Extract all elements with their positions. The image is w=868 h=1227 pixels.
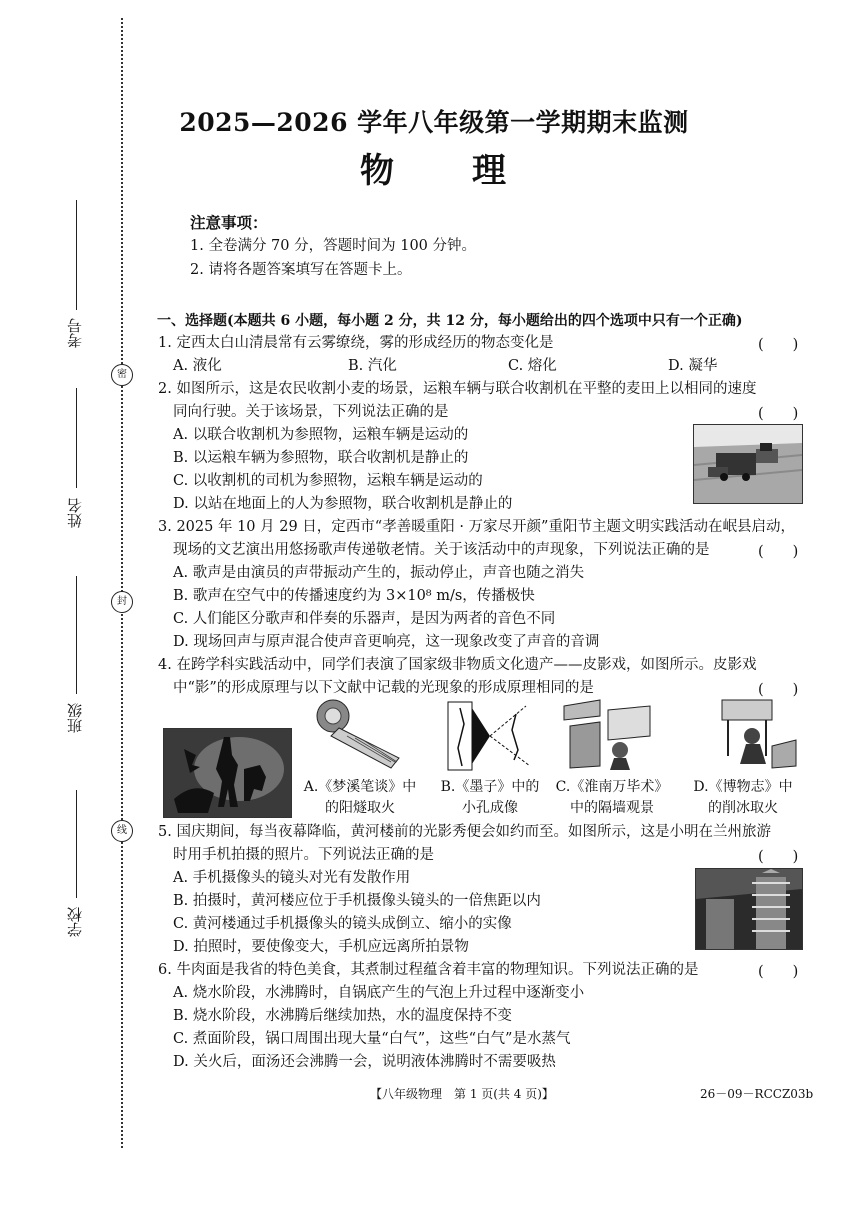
page-footer: 【八年级物理 第 1 页(共 4 页)】 (370, 1087, 554, 1101)
q5-option-b: B. 拍摄时，黄河楼应位于手机摄像头镜头的一倍焦距以内 (173, 893, 541, 909)
name-blank[interactable] (76, 388, 77, 488)
q4-caption-b-line1: B.《墨子》中的 (440, 779, 540, 795)
section-heading: 一、选择题(本题共 6 小题，每小题 2 分，共 12 分，每小题给出的四个选项中只有一个正确) (157, 313, 743, 329)
side-label-school: 学校 (66, 907, 84, 937)
q6-option-c: C. 煮面阶段，锅口周围出现大量“白气”，这些“白气”是水蒸气 (173, 1031, 571, 1047)
q2-stem-line2: 同向行驶。关于该场景，下列说法正确的是 (173, 404, 449, 420)
q3-answer-paren[interactable]: ( ) (758, 544, 799, 560)
q5-answer-paren[interactable]: ( ) (758, 849, 799, 865)
q2-option-a: A. 以联合收割机为参照物，运粮车辆是运动的 (173, 427, 469, 443)
exam-no-blank[interactable] (76, 200, 77, 310)
q2-option-b: B. 以运粮车辆为参照物，联合收割机是静止的 (173, 450, 469, 466)
q4-caption-c-line1: C.《淮南万毕术》 (555, 779, 669, 795)
q2-answer-paren[interactable]: ( ) (758, 406, 799, 422)
q4-caption-a-line1: A.《梦溪笔谈》中 (303, 779, 417, 795)
yellow-river-tower-photo (695, 868, 803, 950)
q4-stem-line2: 中“影”的形成原理与以下文献中记载的光现象的形成原理相同的是 (173, 680, 594, 696)
q4-answer-paren[interactable]: ( ) (758, 682, 799, 698)
q2-stem-line1: 2. 如图所示，这是农民收割小麦的场景，运粮车辆与联合收割机在平整的麦田上以相同的速度 (158, 381, 757, 397)
q6-answer-paren[interactable]: ( ) (758, 964, 799, 980)
q5-option-d: D. 拍照时，要使像变大，手机应远离所拍景物 (173, 939, 469, 955)
q3-option-d: D. 现场回声与原声混合使声音更响亮，这一现象改变了声音的音调 (173, 634, 600, 650)
q1-option-b: B. 汽化 (348, 358, 397, 374)
subject-char-2: 理 (472, 151, 508, 191)
q1-option-a: A. 液化 (173, 358, 222, 374)
notice-item-1: 1. 全卷满分 70 分，答题时间为 100 分钟。 (190, 238, 477, 254)
notice-item-2: 2. 请将各题答案填写在答题卡上。 (190, 262, 412, 278)
notice-heading: 注意事项： (190, 213, 268, 232)
q2-option-d: D. 以站在地面上的人为参照物，联合收割机是静止的 (173, 496, 513, 512)
q6-option-b: B. 烧水阶段，水沸腾后继续加热，水的温度保持不变 (173, 1008, 512, 1024)
q4-caption-a-line2: 的阳燧取火 (325, 800, 395, 816)
side-label-class: 班级 (66, 703, 84, 733)
q3-option-b: B. 歌声在空气中的传播速度约为 3×10⁸ m/s，传播极快 (173, 588, 535, 604)
figure-d-ice-lens (712, 696, 800, 772)
school-blank[interactable] (76, 790, 77, 898)
figure-a-burning-mirror (303, 696, 413, 772)
subject-title (0, 143, 868, 192)
q4-caption-d-line2: 的削冰取火 (708, 800, 778, 816)
shadow-puppet-photo (163, 728, 292, 818)
q5-stem-line1: 5. 国庆期间，每当夜幕降临，黄河楼前的光影秀便会如约而至。如图所示，这是小明在兰州旅游 (158, 824, 771, 840)
q3-stem-line2: 现场的文艺演出用悠扬歌声传递敬老情。关于该活动中的声现象，下列说法正确的是 (173, 542, 710, 558)
side-label-name: 姓名 (66, 498, 84, 528)
exam-title: 2025—2026 学年八年级第一学期期末监测 (179, 108, 689, 137)
seal-mi: 密 (111, 364, 133, 386)
class-blank[interactable] (76, 576, 77, 694)
figure-c-wall-mirror (560, 696, 652, 772)
q3-stem-line1: 3. 2025 年 10 月 29 日，定西市“孝善暖重阳 · 万家尽开颜”重阳节主题文明实践活动在岷县启动， (158, 519, 795, 535)
paper-code: 26－09－RCCZ03b (700, 1087, 814, 1101)
q5-stem-line2: 时用手机拍摄的照片。下列说法正确的是 (173, 847, 434, 863)
side-label-exam-no: 考号 (66, 318, 84, 348)
q2-option-c: C. 以收割机的司机为参照物，运粮车辆是运动的 (173, 473, 483, 489)
q3-option-a: A. 歌声是由演员的声带振动产生的，振动停止，声音也随之消失 (173, 565, 585, 581)
q5-option-a: A. 手机摄像头的镜头对光有发散作用 (173, 870, 411, 886)
q1-option-c: C. 熔化 (508, 358, 557, 374)
seal-feng: 封 (111, 591, 133, 613)
q5-option-c: C. 黄河楼通过手机摄像头的镜头成倒立、缩小的实像 (173, 916, 512, 932)
q1-stem: 1. 定西太白山清晨常有云雾缭绕，雾的形成经历的物态变化是 (158, 335, 554, 351)
q4-caption-d-line1: D.《博物志》中 (693, 779, 793, 795)
seal-xian: 线 (111, 820, 133, 842)
q6-option-d: D. 关火后，面汤还会沸腾一会，说明液体沸腾时不需要吸热 (173, 1054, 556, 1070)
q6-option-a: A. 烧水阶段，水沸腾时，自锅底产生的气泡上升过程中逐渐变小 (173, 985, 585, 1001)
q3-option-c: C. 人们能区分歌声和伴奏的乐器声，是因为两者的音色不同 (173, 611, 556, 627)
subject-char-1: 物 (360, 151, 396, 191)
q1-option-d: D. 凝华 (668, 358, 718, 374)
q1-answer-paren[interactable]: ( ) (758, 337, 799, 353)
figure-b-pinhole (446, 700, 534, 772)
q4-caption-c-line2: 中的隔墙观景 (570, 800, 654, 816)
harvest-photo (693, 424, 803, 504)
q4-caption-b-line2: 小孔成像 (462, 800, 518, 816)
q4-stem-line1: 4. 在跨学科实践活动中，同学们表演了国家级非物质文化遗产——皮影戏，如图所示。皮影戏 (158, 657, 757, 673)
q6-stem: 6. 牛肉面是我省的特色美食，其煮制过程蕴含着丰富的物理知识。下列说法正确的是 (158, 962, 699, 978)
